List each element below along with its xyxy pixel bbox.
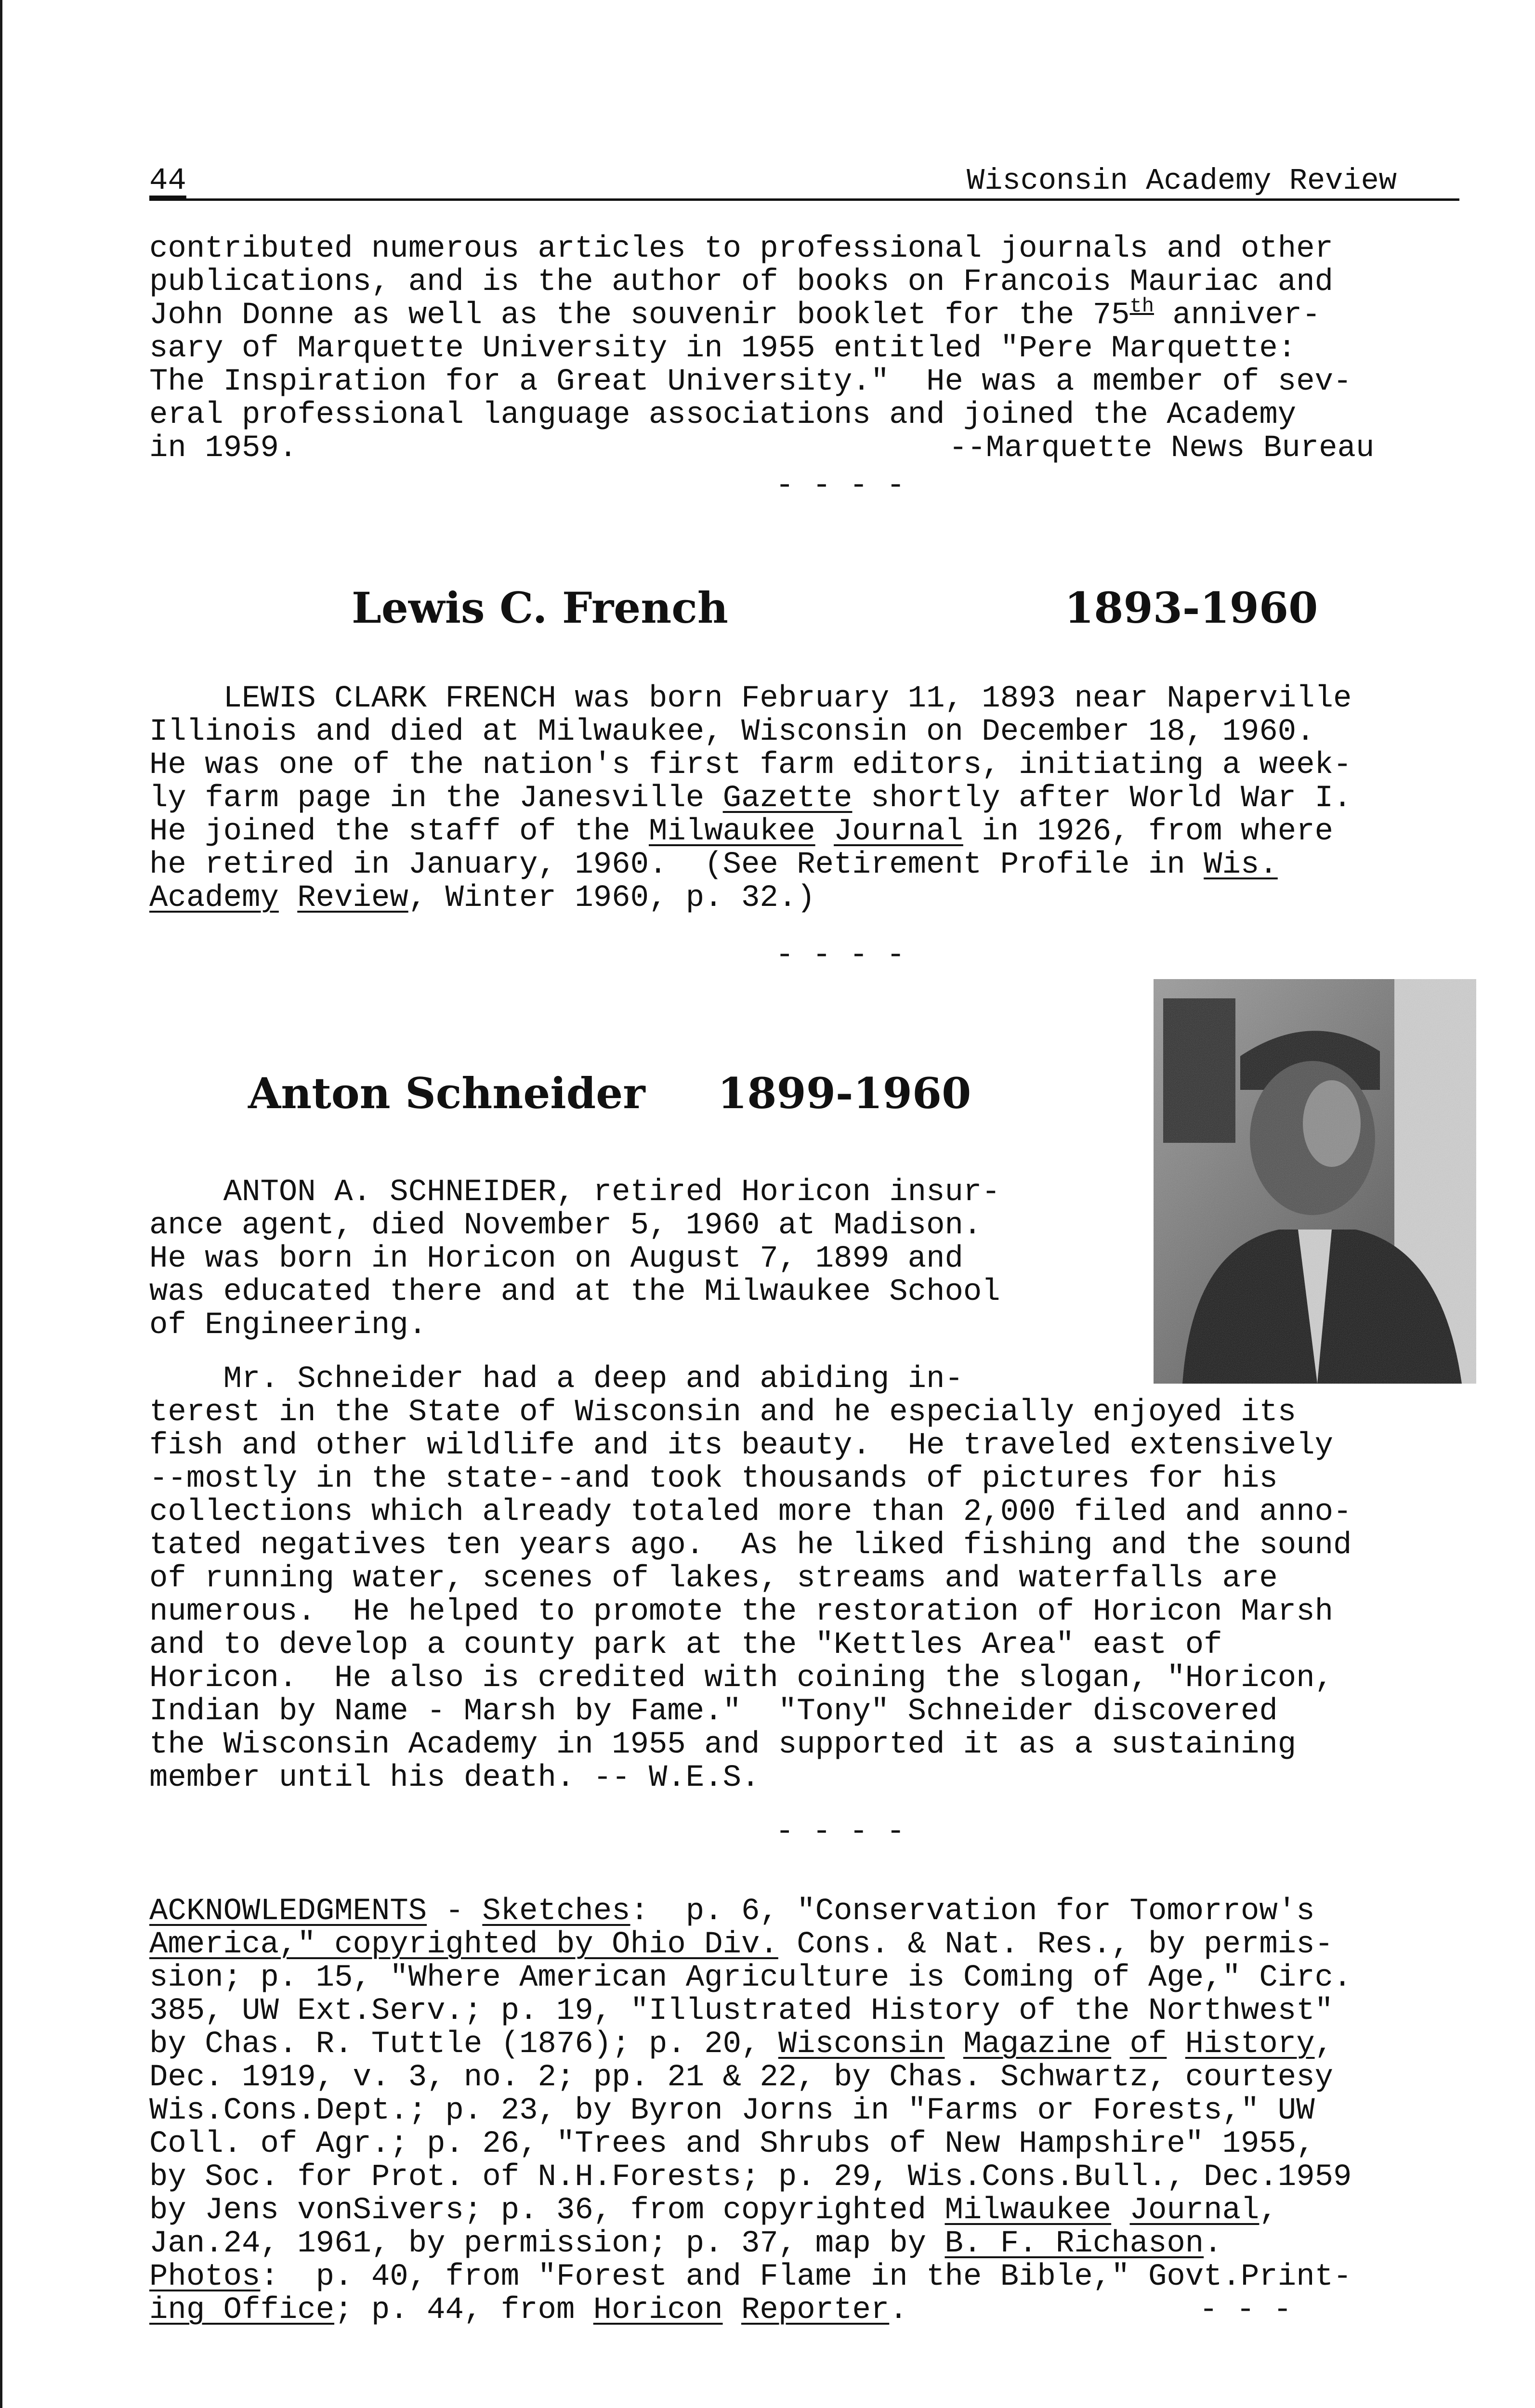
text-line: Illinois and died at Milwaukee, Wisconsin on December 18, 1960. — [149, 715, 1315, 749]
running-title: Wisconsin Academy Review — [967, 164, 1397, 198]
text-line: by Jens vonSivers; p. 36, from copyrighted Milwaukee Journal, — [149, 2193, 1278, 2228]
text-line: the Wisconsin Academy in 1955 and supported it as a sustaining — [149, 1727, 1297, 1762]
text-line: by Chas. R. Tuttle (1876); p. 20, Wisconsin Magazine of History, — [149, 2027, 1333, 2062]
text-line: Coll. of Agr.; p. 26, "Trees and Shrubs of New Hampshire" 1955, — [149, 2127, 1315, 2161]
text-line: by Soc. for Prot. of N.H.Forests; p. 29, Wis.Cons.Bull., Dec.1959 — [149, 2160, 1352, 2195]
text-line: He was born in Horicon on August 7, 1899 and — [149, 1242, 963, 1276]
text-line: ACKNOWLEDGMENTS - Sketches: p. 6, "Conservation for Tomorrow's — [149, 1894, 1315, 1929]
text-line: was educated there and at the Milwaukee School — [149, 1275, 1000, 1309]
text-line: in 1959. --Marquette News Bureau — [149, 431, 1375, 466]
text-line: sion; p. 15, "Where American Agriculture is Coming of Age," Circ. — [149, 1961, 1352, 1995]
acknowledgments — [149, 1895, 1488, 2327]
section-separator: - - - - — [775, 938, 905, 973]
text-line: Jan.24, 1961, by permission; p. 37, map by B. F. Richason. — [149, 2226, 1222, 2261]
text-line: tated negatives ten years ago. As he liked fishing and the sound — [149, 1528, 1352, 1563]
text-line: eral professional language associations and joined the Academy — [149, 398, 1297, 432]
schneider-paragraph-2 — [149, 1363, 1488, 1795]
text-line: John Donne as well as the souvenir booklet for the 75th anniver- — [149, 295, 1321, 333]
text-line: terest in the State of Wisconsin and he especially enjoyed its — [149, 1395, 1297, 1430]
obituary-years-french: 1893-1960 — [1064, 583, 1318, 633]
intro-paragraph — [149, 233, 1488, 465]
text-line: America," copyrighted by Ohio Div. Cons. & Nat. Res., by permis- — [149, 1927, 1333, 1962]
text-line: ance agent, died November 5, 1960 at Madison. — [149, 1208, 982, 1243]
text-line: collections which already totaled more than 2,000 filed and anno- — [149, 1495, 1352, 1530]
text-line: Dec. 1919, v. 3, no. 2; pp. 21 & 22, by Chas. Schwartz, courtesy — [149, 2060, 1333, 2095]
text-line: Wis.Cons.Dept.; p. 23, by Byron Jorns in "Farms or Forests," UW — [149, 2094, 1315, 2128]
text-line: He joined the staff of the Milwaukee Journal in 1926, from where — [149, 814, 1333, 849]
text-line: Horicon. He also is credited with coining the slogan, "Horicon, — [149, 1661, 1333, 1696]
text-line: ing Office; p. 44, from Horicon Reporter. - - - — [149, 2293, 1292, 2328]
schneider-paragraph-1 — [149, 1176, 1488, 1342]
scan-border-left — [0, 0, 2, 2408]
text-line: contributed numerous articles to professional journals and other — [149, 232, 1333, 266]
text-line: The Inspiration for a Great University." He was a member of sev- — [149, 365, 1352, 399]
obituary-name-french: Lewis C. French — [352, 583, 728, 633]
ordinal-suffix: th — [1129, 295, 1154, 318]
text-line: --mostly in the state--and took thousands of pictures for his — [149, 1462, 1278, 1496]
page-header — [149, 164, 1459, 198]
text-line: publications, and is the author of books on Francois Mauriac and — [149, 265, 1333, 300]
section-separator: - - - - — [775, 1815, 905, 1849]
obituary-years-schneider: 1899-1960 — [718, 1068, 971, 1118]
text-line: of Engineering. — [149, 1308, 427, 1343]
text-line: fish and other wildlife and its beauty. He traveled extensively — [149, 1428, 1333, 1463]
text-line: He was one of the nation's first farm editors, initiating a week- — [149, 748, 1352, 783]
text-line: LEWIS CLARK FRENCH was born February 11, 1893 near Naperville — [149, 681, 1352, 716]
text-line: ANTON A. SCHNEIDER, retired Horicon insur- — [149, 1175, 1000, 1210]
text-line: sary of Marquette University in 1955 entitled "Pere Marquette: — [149, 331, 1297, 366]
text-line: of running water, scenes of lakes, streams and waterfalls are — [149, 1561, 1278, 1596]
text-line: Mr. Schneider had a deep and abiding in- — [149, 1362, 963, 1397]
text-line: 385, UW Ext.Serv.; p. 19, "Illustrated History of the Northwest" — [149, 1994, 1333, 2028]
attribution: --Marquette News Bureau — [949, 431, 1375, 466]
text-line: he retired in January, 1960. (See Retirement Profile in Wis. — [149, 848, 1278, 882]
text-line: numerous. He helped to promote the restoration of Horicon Marsh — [149, 1595, 1333, 1629]
text-line: member until his death. -- W.E.S. — [149, 1761, 760, 1795]
text-line: Indian by Name - Marsh by Fame." "Tony" Schneider discovered — [149, 1694, 1278, 1729]
page-number: 44 — [149, 164, 186, 198]
end-mark: - - - — [1199, 2293, 1292, 2328]
text-line: ly farm page in the Janesville Gazette shortly after World War I. — [149, 781, 1352, 816]
obituary-name-schneider: Anton Schneider — [248, 1068, 645, 1118]
text-line: and to develop a county park at the "Kettles Area" east of — [149, 1628, 1222, 1662]
text-line: Photos: p. 40, from "Forest and Flame in the Bible," Govt.Print- — [149, 2260, 1352, 2294]
section-separator: - - - - — [775, 469, 905, 503]
header-rule — [149, 198, 1459, 201]
french-paragraph — [149, 682, 1488, 915]
text-line: Academy Review, Winter 1960, p. 32.) — [149, 881, 815, 916]
